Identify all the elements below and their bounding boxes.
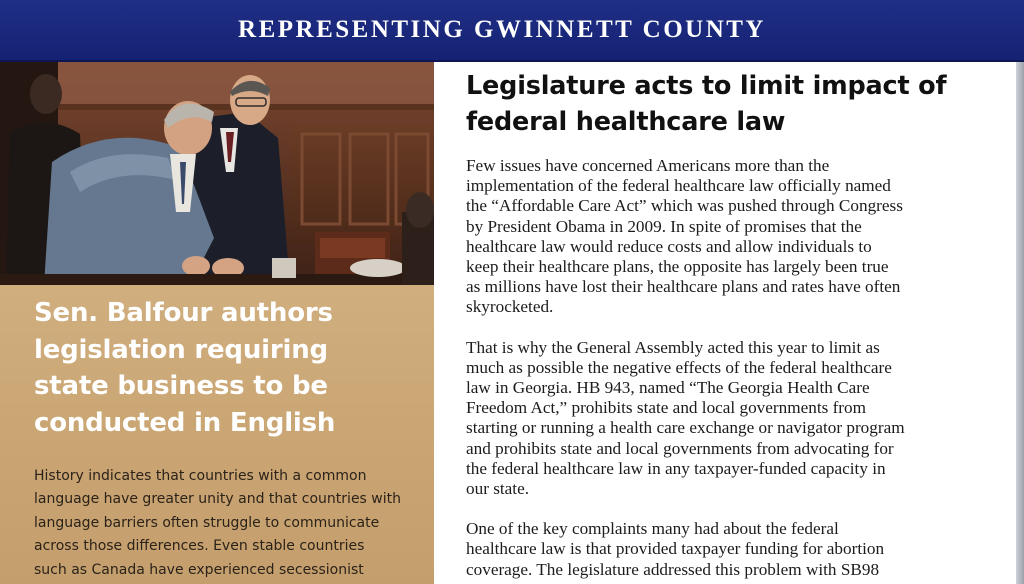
paragraph-line: and prohibits state and local governments from advocating for — [466, 438, 894, 458]
sidebar-headline-line: conducted in English — [34, 407, 336, 438]
paragraph-line: the “Affordable Care Act” which was pushed through Congress — [466, 196, 903, 216]
paragraph-line: as millions have lost their healthcare plans and rates have often — [466, 277, 901, 297]
sidebar-headline-line: legislation requiring — [34, 334, 328, 365]
page-edge-shadow — [1016, 62, 1024, 584]
article-title-line: federal healthcare law — [466, 107, 786, 137]
paragraph-line: implementation of the federal healthcare law officially named — [466, 176, 891, 196]
sidebar-body-line: across those differences. Even stable countries — [34, 538, 365, 555]
banner-title: REPRESENTING GWINNETT COUNTY — [238, 16, 766, 43]
paragraph-line: coverage. The legislature addressed this problem with SB98 — [466, 559, 880, 579]
article-paragraph-3 — [466, 519, 1006, 580]
paragraph-line: One of the key complaints many had about the federal — [466, 519, 839, 539]
sidebar-body-line: language barriers often struggle to communicate — [34, 514, 380, 531]
healthcare-law-article — [466, 68, 1006, 584]
sidebar-headline-line: state business to be — [34, 371, 328, 401]
masthead-banner — [0, 0, 1024, 62]
paragraph-line: Freedom Act,” prohibits state and local governments from — [466, 398, 866, 418]
paragraph-line: the federal healthcare law in any taxpayer-funded capacity in — [466, 458, 886, 478]
paragraph-line: keep their healthcare plans, the opposite has largely been true — [466, 257, 889, 277]
paragraph-line: starting or running a health care exchange or navigator program — [466, 418, 905, 438]
sidebar-body-text — [34, 465, 414, 582]
paragraph-line: our state. — [466, 479, 530, 499]
paragraph-line: by President Obama in 2009. In spite of promises that the — [466, 216, 862, 236]
sidebar-headline — [34, 295, 414, 441]
article-paragraph-1 — [466, 156, 1006, 318]
sidebar-body-line: such as Canada have experienced secessionist — [34, 561, 364, 578]
sidebar-english-legislation — [0, 285, 434, 584]
paragraph-line: Few issues have concerned Americans more than the — [466, 156, 830, 175]
paragraph-line: skyrocketed. — [466, 297, 554, 317]
paragraph-line: much as possible the negative effects of the federal healthcare — [466, 357, 892, 377]
paragraph-line: law in Georgia. HB 943, named “The Georgia Health Care — [466, 378, 870, 398]
paragraph-line: healthcare law is that provided taxpayer funding for abortion — [466, 539, 885, 559]
senate-chamber-photo-illustration — [0, 62, 434, 285]
article-title-line: Legislature acts to limit impact of — [466, 71, 947, 101]
paragraph-line: healthcare law would reduce costs and allow individuals to — [466, 236, 872, 256]
senate-chamber-photo — [0, 62, 434, 285]
paragraph-line: That is why the General Assembly acted this year to limit as — [466, 337, 880, 357]
article-title — [466, 68, 1006, 140]
sidebar-body-line: History indicates that countries with a common — [34, 468, 367, 484]
sidebar-body-line: language have greater unity and that countries with — [34, 491, 402, 508]
sidebar-headline-line: Sen. Balfour authors — [34, 298, 333, 328]
article-paragraph-2 — [466, 338, 1006, 500]
